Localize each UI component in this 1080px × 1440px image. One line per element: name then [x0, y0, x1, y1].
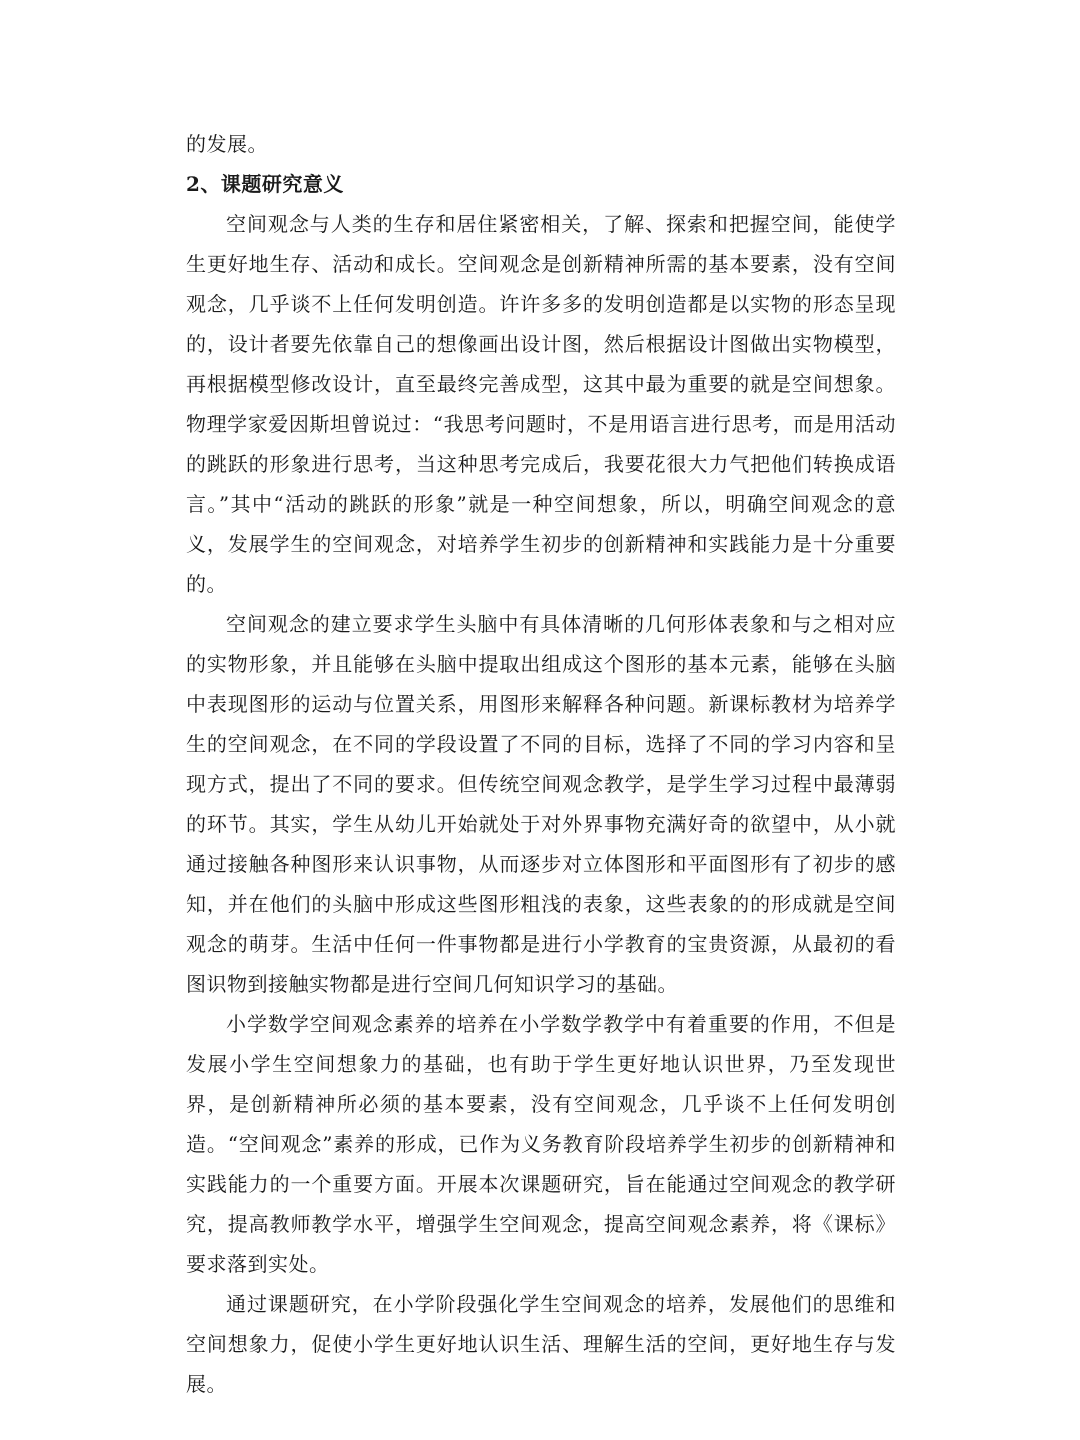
paragraph-2: 空间观念的建立要求学生头脑中有具体清晰的几何形体表象和与之相对应的实物形象，并且能够在头脑中提取出组成这个图形的基本元素，能够在头脑中表现图形的运动与位置关系，用图形来解释各种问题。新课标教材为培养学生的空间观念，在不同的学段设置了不同的目标，选择了不同的学习内容和呈现方式，提出了不同的要求。但传统空间观念教学，是学生学习过程中最薄弱的环节。其实，学生从幼儿开始就处于对外界事物充满好奇的欲望中，从小就通过接触各种图形来认识事物，从而逐步对立体图形和平面图形有了初步的感知，并在他们的头脑中形成这些图形粗浅的表象，这些表象的的形成就是空间观念的萌芽。生活中任何一件事物都是进行小学教育的宝贵资源，从最初的看图识物到接触实物都是进行空间几何知识学习的基础。	[186, 612, 896, 996]
paragraph-1: 空间观念与人类的生存和居住紧密相关，了解、探索和把握空间，能使学生更好地生存、活动和成长。空间观念是创新精神所需的基本要素，没有空间观念，几乎谈不上任何发明创造。许许多多的发明创造都是以实物的形态呈现的，设计者要先依靠自己的想像画出设计图，然后根据设计图做出实物模型，再根据模型修改设计，直至最终完善成型，这其中最为重要的就是空间想象。物理学家爱因斯坦曾说过：“我思考问题时，不是用语言进行思考，而是用活动的跳跃的形象进行思考，当这种思考完成后，我要花很大力气把他们转换成语言。”其中“活动的跳跃的形象”就是一种空间想象，所以，明确空间观念的意义，发展学生的空间观念，对培养学生初步的创新精神和实践能力是十分重要的。	[186, 212, 896, 596]
document-body	[186, 124, 896, 1404]
paragraph-3: 小学数学空间观念素养的培养在小学数学教学中有着重要的作用，不但是发展小学生空间想象力的基础，也有助于学生更好地认识世界，乃至发现世界，是创新精神所必须的基本要素，没有空间观念，几乎谈不上任何发明创造。“空间观念”素养的形成，已作为义务教育阶段培养学生初步的创新精神和实践能力的一个重要方面。开展本次课题研究，旨在能通过空间观念的教学研究，提高教师教学水平，增强学生空间观念，提高空间观念素养，将《课标》要求落到实处。	[186, 1012, 896, 1276]
continuation-text: 的发展。	[186, 132, 268, 156]
section-heading: 2、课题研究意义	[186, 172, 344, 196]
paragraph-4: 通过课题研究，在小学阶段强化学生空间观念的培养，发展他们的思维和空间想象力，促使小学生更好地认识生活、理解生活的空间，更好地生存与发展。	[186, 1292, 896, 1396]
